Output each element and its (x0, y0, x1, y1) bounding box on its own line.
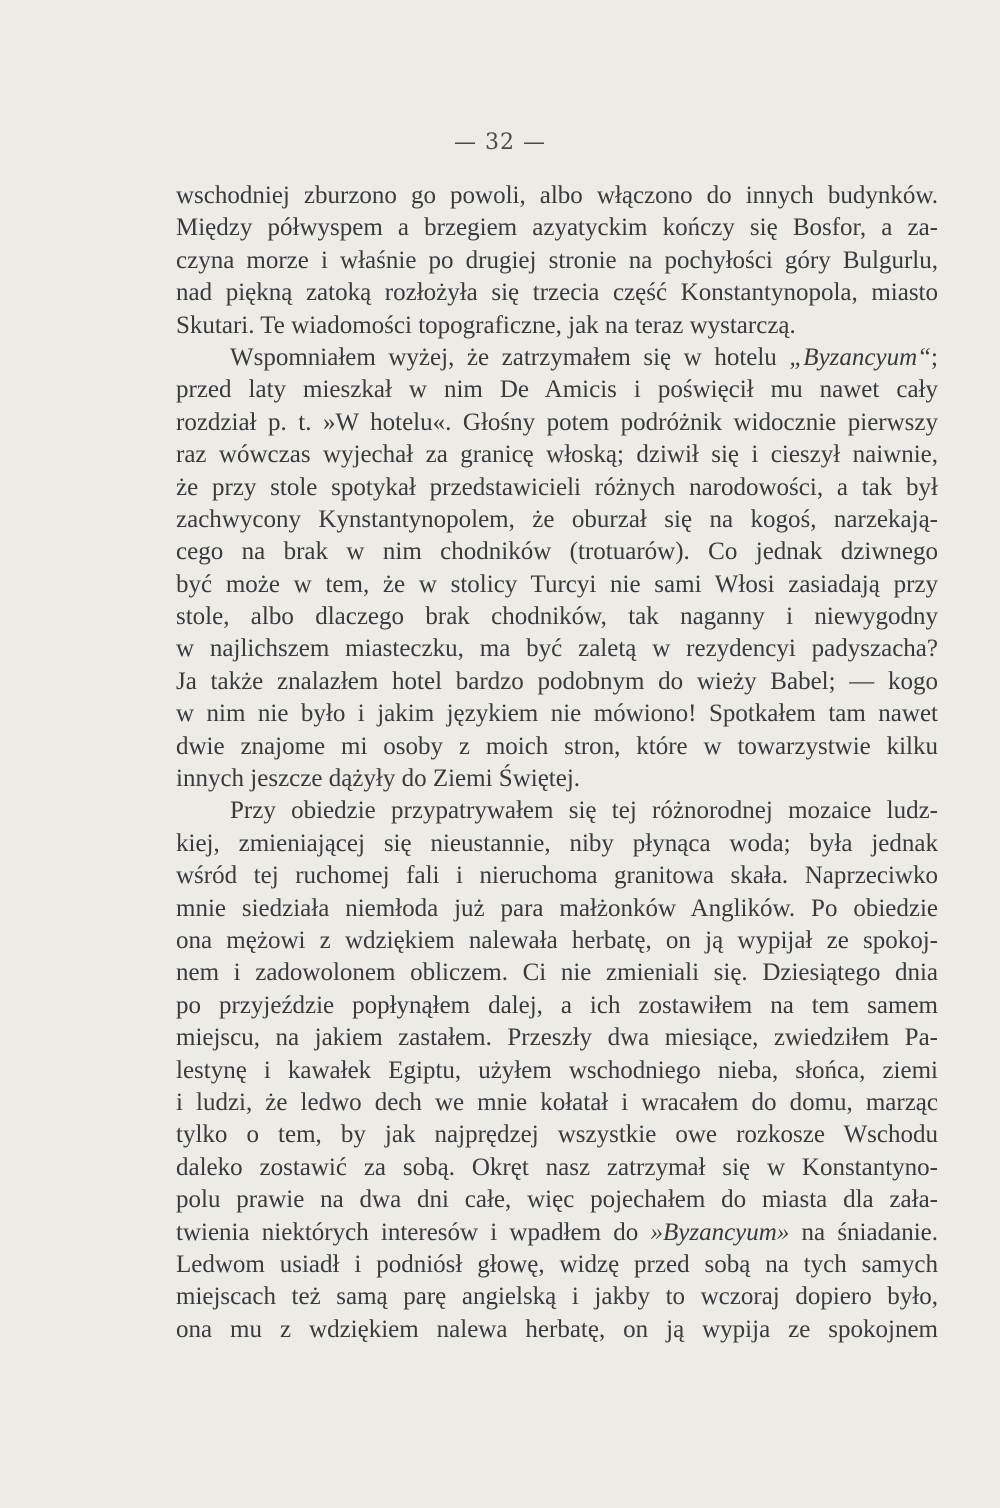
text-line: nad piękną zatoką rozłożyła się trzecia część Konstantynopola, miasto (176, 279, 938, 307)
text-segment: ; (931, 343, 938, 371)
text-line: mnie siedziała niemłoda już para małżonków Anglików. Po obiedzie (176, 894, 938, 922)
text-segment: na śniadanie. (789, 1218, 938, 1246)
text-line: daleko zostawić za sobą. Okręt nasz zatrzymał się w Konstantyno- (176, 1153, 938, 1181)
text-line: Skutari. Te wiadomości topograficzne, jak na teraz wystarczą. (176, 311, 796, 339)
text-line: po przyjeździe popłynąłem dalej, a ich zostawiłem na tem samem (176, 991, 938, 1019)
page-number: — 32 — (454, 130, 546, 155)
text-line: innych jeszcze dążyły do Ziemi Świętej. (176, 765, 581, 793)
text-segment: Wspomniałem wyżej, że zatrzymałem się w hotelu (230, 343, 790, 371)
text-line: polu prawie na dwa dni całe, więc pojechałem do miasta dla zała- (176, 1186, 938, 1214)
text-line: i ludzi, że ledwo dech we mnie kołatał i wracałem do domu, marząc (176, 1088, 938, 1116)
text-line: Między półwyspem a brzegiem azyatyckim kończy się Bosfor, a za- (176, 214, 938, 242)
text-line: raz wówczas wyjechał za granicę włoską; dziwił się i cieszył naiwnie, (176, 441, 938, 469)
text-line: miejscu, na jakiem zastałem. Przeszły dwa miesiące, zwiedziłem Pa- (176, 1024, 938, 1052)
text-line: być może w tem, że w stolicy Turcyi nie sami Włosi zasiadają przy (176, 570, 938, 598)
text-line: dwie znajome mi osoby z moich stron, które w towarzystwie kilku (176, 732, 938, 760)
text-line: nem i zadowolonem obliczem. Ci nie zmieniali się. Dziesiątego dnia (176, 959, 938, 987)
text-line: w nim nie było i jakim językiem nie mówiono! Spotkałem tam nawet (176, 700, 938, 728)
text-line: lestynę i kawałek Egiptu, użyłem wschodniego nieba, słońca, ziemi (176, 1056, 938, 1084)
text-line: tylko o tem, by jak najprędzej wszystkie owe rozkosze Wschodu (176, 1121, 938, 1149)
text-line: że przy stole spotykał przedstawicieli różnych narodowości, a tak był (176, 473, 938, 501)
text-line: ona mężowi z wdziękiem nalewała herbatę, on ją wypijał ze spokoj- (176, 926, 938, 954)
hotel-name: »Byzancyum» (650, 1218, 790, 1246)
text-line: Ledwom usiadł i podniósł głowę, widzę przed sobą na tych samych (176, 1250, 938, 1278)
text-line (176, 1217, 938, 1249)
text-line: wschodniej zburzono go powoli, albo włączono do innych budynków. (176, 182, 938, 209)
text-line: miejscach też samą parę angielską i jakby to wczoraj dopiero było, (176, 1283, 938, 1311)
text-line (176, 342, 938, 374)
text-line: przed laty mieszkał w nim De Amicis i poświęcił mu nawet cały (176, 376, 938, 404)
text-line: zachwycony Kynstantynopolem, że oburzał się na kogoś, narzekają- (176, 505, 938, 533)
text-line: stole, albo dlaczego brak chodników, tak naganny i niewygodny (176, 603, 938, 631)
text-line: rozdział p. t. »W hotelu«. Głośny potem podróżnik widocznie pierwszy (176, 408, 938, 436)
text-line: Przy obiedzie przypatrywałem się tej różnorodnej mozaice ludz- (230, 797, 938, 825)
text-line: cego na brak w nim chodników (trotuarów). Co jednak dziwnego (176, 538, 938, 566)
text-line: kiej, zmieniającej się nieustannie, niby płynąca woda; była jednak (176, 829, 938, 857)
text-line: czyna morze i właśnie po drugiej stronie na pochyłości góry Bulgurlu, (176, 246, 938, 274)
text-line: ona mu z wdziękiem nalewa herbatę, on ją wypija ze spokojnem (176, 1315, 938, 1343)
text-segment: twienia niektórych interesów i wpadłem do (176, 1218, 651, 1246)
text-line: Ja także znalazłem hotel bardzo podobnym do wieży Babel; — kogo (176, 667, 938, 695)
body-text (176, 180, 938, 1346)
text-line: wśród tej ruchomej fali i nieruchoma granitowa skała. Naprzeciwko (176, 862, 938, 890)
hotel-name: „Byzancyum“ (789, 343, 932, 371)
text-line: w najlichszem miasteczku, ma być zaletą w rezydencyi padyszacha? (176, 635, 938, 663)
